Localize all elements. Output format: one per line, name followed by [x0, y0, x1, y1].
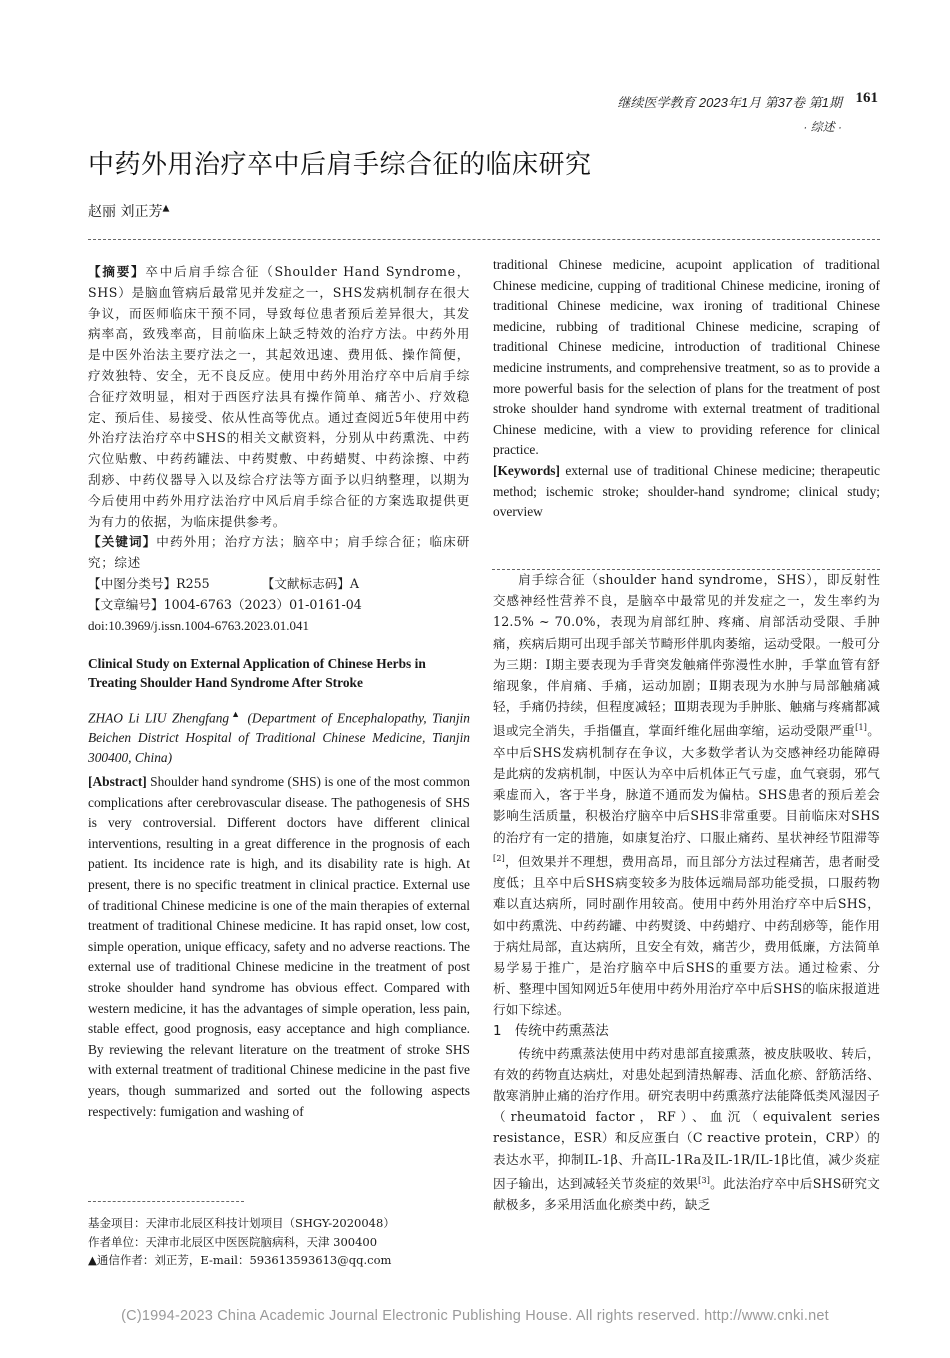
clc-value: R255: [176, 575, 210, 591]
keywords-zh: [88, 532, 470, 574]
article-number-line: [88, 595, 470, 616]
english-abstract: [88, 772, 470, 1122]
classification-line: [88, 574, 470, 595]
keywords-zh-label: 【关键词】: [88, 534, 157, 550]
english-author-names: ZHAO Li LIU Zhengfang: [88, 710, 230, 726]
corresponding-note: ▲通信作者：刘正芳，E-mail：593613593613@qq.com: [88, 1253, 392, 1267]
english-keywords: [493, 461, 880, 523]
intro-part-2: 。卒中后SHS发病机制存在争议，大多数学者认为交感神经功能障碍是此病的发病机制，中医认为卒中后机体正气亏虚，血气衰弱，邪气乘虚而入，客于半身，脉道不通而发为偏枯。SHS患者的预后差会影响生活质量，积极治疗脑卒中后SHS非常重要。目前临床对SHS的治疗有一定的措施，如康复治疗、口服止痛药、星状神经节阻滞等: [493, 723, 880, 845]
copyright-footer: (C)1994-2023 China Academic Journal Electronic Publishing House. All rights reserved. http://www.cnki.net: [121, 1308, 829, 1324]
doi: doi:10.3969/j.issn.1004-6763.2023.01.041: [88, 617, 310, 633]
page-number: 161: [855, 90, 878, 106]
ref-2: [2]: [493, 853, 505, 863]
doc-code-label: 【文献标志码】: [261, 575, 350, 591]
english-affiliation: (Department of Encephalopathy, Tianjin Beichen District Hospital of Traditional Chinese Medicine, Tianjin 300400, China): [88, 710, 470, 766]
english-abstract-label: [Abstract]: [88, 774, 147, 790]
section-1-heading: 1 传统中药熏蒸法: [493, 1023, 609, 1039]
clc-label: 【中图分类号】: [88, 575, 177, 591]
affiliation-note: 作者单位：天津市北辰区中医医院脑病科，天津 300400: [88, 1234, 378, 1249]
keywords-zh-text: 中药外用；治疗方法；脑卒中；肩手综合征；临床研究；综述: [88, 534, 470, 571]
article-number-value: 1004-6763（2023）01-0161-04: [163, 596, 362, 612]
english-abstract-text-left: Shoulder hand syndrome (SHS) is one of the most common complications after cerebrovascular disease. The pathogenesis of SHS is very controversial. Different doctors have different clinical interventions, resulting in a great difference in the prognosis of each patient. Its incidence rate is high, and its disability rate is high. At present, there is no specific treatment in clinical practice. External use of traditional Chinese medicine is one of the main therapies of external treatment of traditional Chinese medicine. It has rapid onset, low cost, simple operation, unique efficacy, safety and no adverse reactions. The external use of traditional Chinese medicine in the treatment of post stroke shoulder hand syndrome has obvious effect. Compared with western medicine, it has the advantages of simple operation, less pain, stable effect, good prognosis, easy acceptance and high compliance. By reviewing the relevant literature on the treatment of stroke SHS with external treatment of traditional Chinese medicine in the past five years, though summarized and sorted out the following aspects respectively: fumigation and washing of: [88, 774, 470, 1119]
abstract-zh: [88, 262, 470, 532]
journal-header: 继续医学教育 2023年1月 第37卷 第1期: [617, 95, 842, 110]
section-1-paragraph: [493, 1043, 880, 1216]
ref-3: [3]: [698, 1175, 711, 1185]
english-title: Clinical Study on External Application of Chinese Herbs in Treating Shoulder Hand Syndrome After Stroke: [88, 655, 426, 690]
section-1-part-1: 传统中药熏蒸法使用中药对患部直接熏蒸，被皮肤吸收、转后，有效的药物直达病灶，对患处起到清热解毒、活血化瘀、舒筋活络、散寒消肿止痛的治疗作用。研究表明中药熏蒸疗法能降低类风湿因子（rheumatoid factor，RF）、血沉（equivalent series resistance，ESR）和反应蛋白（C reactive protein，CRP）的表达水平，抑制IL-1β、升高IL-1Ra及IL-1R/IL-1β比值，减少炎症因子输出，达到减轻关节炎症的效果: [493, 1045, 880, 1192]
intro-part-1: 肩手综合征（shoulder hand syndrome，SHS），即反射性交感神经性营养不良，是脑卒中最常见的并发症之一，发生率约为12.5% ~ 70.0%，表现为肩部红肿、疼痛、肩部活动受限、手肿痛，疾病后期可出现手部关节畸形伴肌肉萎缩，运动受限。一般可分为三期：Ⅰ期主要表现为手背突发触痛伴弥漫性水肿，手掌血管有舒缩现象，伴肩痛、手痛，运动加剧；Ⅱ期表现为水肿与局部触痛减轻，手痛仍持续，但程度减轻；Ⅲ期表现为手肿胀、触痛与疼痛都减退或完全消失，手指僵直，掌面纤维化屈曲挛缩，运动受限严重: [493, 572, 880, 739]
article-number-label: 【文章编号】: [88, 596, 164, 612]
body-text: [493, 569, 880, 1215]
fund-note: 基金项目：天津市北辰区科技计划项目（SHGY-2020048）: [88, 1216, 395, 1230]
article-title: 中药外用治疗卒中后肩手综合征的临床研究: [88, 150, 592, 180]
english-authors: [88, 704, 470, 768]
author-names: 赵丽 刘正芳: [88, 204, 163, 220]
english-keywords-label: [Keywords]: [493, 462, 560, 478]
english-corresponding-mark: ▲: [229, 708, 243, 719]
footnotes: [88, 1214, 470, 1270]
corresponding-mark: ▲: [162, 203, 170, 214]
abstract-zh-label: 【摘要】: [88, 264, 146, 279]
left-column: [88, 262, 470, 1122]
footnote-divider: [88, 1201, 244, 1202]
section-1-part-2: 。此法治疗卒中后SHS研究文献极多，多采用活血化瘀类中药，缺乏: [493, 1176, 880, 1213]
ref-1: [1]: [855, 723, 868, 733]
english-keywords-text: external use of traditional Chinese medicine; therapeutic method; ischemic stroke; shoulder-hand syndrome; clinical study; overview: [493, 462, 880, 520]
right-column: [493, 255, 880, 523]
author-line: [88, 201, 169, 221]
title-divider: [88, 239, 880, 240]
intro-paragraph: [493, 569, 880, 1021]
doc-code-value: A: [349, 575, 359, 591]
section-label: · 综述 ·: [803, 120, 842, 134]
intro-part-3: ，但效果并不理想，费用高昂，而且部分方法过程痛苦，患者耐受度低；且卒中后SHS病变较多为肢体远端局部功能受损，口服药物难以直达病所，同时副作用较高。使用中药外用治疗卒中后SHS，如中药熏洗、中药药罐、中药熨烫、中药蜡疗、中药刮痧等，能作用于病灶局部，直达病所，且安全有效，痛苦少，费用低廉，方法简单易学易于推广，是治疗脑卒中后SHS的重要方法。通过检索、分析、整理中国知网近5年使用中药外用治疗卒中后SHS的临床报道进行如下综述。: [493, 854, 880, 1018]
english-abstract-continued: traditional Chinese medicine, acupoint application of traditional Chinese medicine, cupping of traditional Chinese medicine, ironing of traditional Chinese medicine, wax ironing of traditional Chinese medicine, rubbing of traditional Chinese medicine, scraping of traditional Chinese medicine, introduction of traditional Chinese medicine instruments, and comprehensive treatment, so as to provide a more powerful basis for the selection of plans for the treatment of post stroke shoulder hand syndrome with external treatment of traditional Chinese medicine, with a view to providing reference for clinical practice.: [493, 257, 880, 458]
abstract-zh-text: 卒中后肩手综合征（Shoulder Hand Syndrome，SHS）是脑血管病后最常见并发症之一，SHS发病机制存在很大争议，而医师临床干预不同，导致每位患者预后差异很大，其发病率高，致残率高，目前临床上缺乏特效的治疗方法。中药外用是中医外治法主要疗法之一，其起效迅速、费用低、操作简便，疗效独特、安全，无不良反应。使用中药外用治疗卒中后肩手综合征疗效明显，相对于西医疗法具有操作简单、痛苦小、疗效稳定、预后佳、易接受、依从性高等优点。通过查阅近5年使用中药外治疗法治疗卒中SHS的相关文献资料，分别从中药熏洗、中药穴位贴敷、中药药罐法、中药熨敷、中药蜡熨、中药涂擦、中药刮痧、中药仪器导入以及综合疗法等方面予以归纳整理，以期为今后使用中药外用疗法治疗中风后肩手综合征的方案选取提供更为有力的依据，为临床提供参考。: [88, 264, 470, 529]
